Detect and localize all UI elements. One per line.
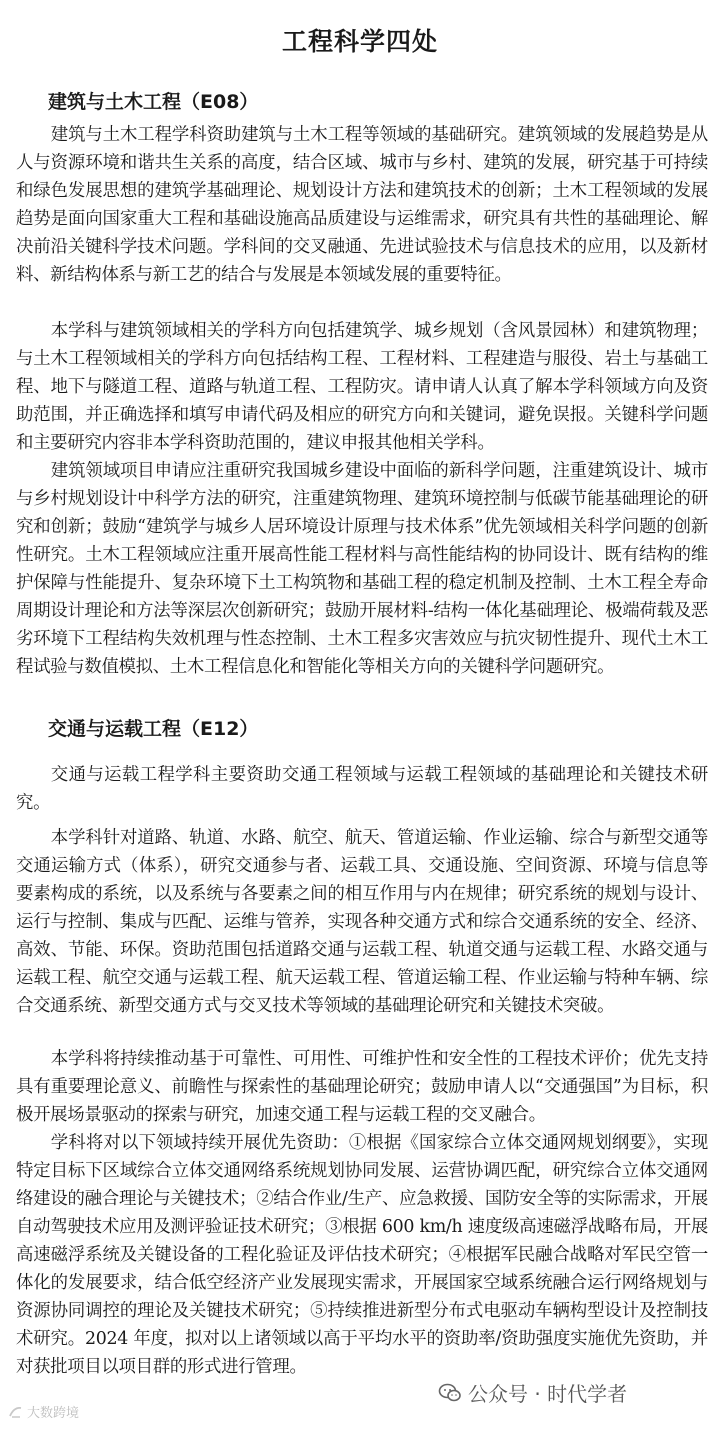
paragraph: 本学科将持续推动基于可靠性、可用性、可维护性和安全性的工程技术评价；优先支持具有重要理论意义、前瞻性与探索性的基础理论研究；鼓励申请人以“交通强国”为目标，积极开展场景驱动的探索与研究，加速交通工程与运载工程的交叉融合。: [16, 1049, 708, 1125]
section-heading-e12: 交通与运载工程（E12）: [48, 718, 259, 740]
wechat-watermark: [438, 1378, 627, 1407]
paragraph: 学科将对以下领域持续开展优先资助：①根据《国家综合立体交通网规划纲要》，实现特定目标下区域综合立体交通网络系统规划协同发展、运营协调匹配，研究综合立体交通网络建设的融合理论与关键技术；②结合作业/生产、应急救援、国防安全等的实际需求，开展自动驾驶技术应用及测评验证技术研究；③根据 600 km/h 速度级高速磁浮战略布局，开展高速磁浮系统及关键设备的工程化验证及评估技术研究；④根据军民融合战略对军民空管一体化的发展要求，结合低空经济产业发展现实需求，开展国家空域系统融合运行网络规划与资源协同调控的理论及关键技术研究；⑤持续推进新型分布式电驱动车辆构型设计及控制技术研究。2024 年度，拟对以上诸领域以高于平均水平的资助率/资助强度实施优先资助，并对获批项目以项目群的形式进行管理。: [16, 1133, 708, 1377]
page-title: 工程科学四处: [281, 27, 438, 56]
paragraph: 本学科针对道路、轨道、水路、航空、航天、管道运输、作业运输、综合与新型交通等交通运输方式（体系），研究交通参与者、运载工具、交通设施、空间资源、环境与信息等要素构成的系统，以及系统与各要素之间的相互作用与内在规律；研究系统的规划与设计、运行与控制、集成与匹配、运维与管养，实现各种交通方式和综合交通系统的安全、经济、高效、节能、环保。资助范围包括道路交通与运载工程、轨道交通与运载工程、水路交通与运载工程、航空交通与运载工程、航天运载工程、管道运输工程、作业运输与特种车辆、综合交通系统、新型交通方式与交叉技术等领域的基础理论研究和关键技术突破。: [16, 828, 708, 1016]
watermark-text: 公众号 · 时代学者: [468, 1382, 628, 1406]
brand-logo-icon: [8, 1405, 24, 1419]
section-heading-e08: 建筑与土木工程（E08）: [48, 91, 259, 113]
paragraph: 建筑与土木工程学科资助建筑与土木工程等领域的基础研究。建筑领域的发展趋势是从人与资源环境和谐共生关系的高度，结合区域、城市与乡村、建筑的发展，研究基于可持续和绿色发展思想的建筑学基础理论、规划设计方法和建筑技术的创新；土木工程领域的发展趋势是面向国家重大工程和基础设施高品质建设与运维需求，研究具有共性的基础理论、解决前沿关键科学技术问题。学科间的交叉融通、先进试验技术与信息技术的应用，以及新材料、新结构体系与新工艺的结合与发展是本领域发展的重要特征。: [16, 125, 708, 285]
wechat-icon: [438, 1381, 462, 1405]
paragraph: 交通与运载工程学科主要资助交通工程领域与运载工程领域的基础理论和关键技术研究。: [16, 765, 708, 813]
corner-logo: [8, 1402, 79, 1421]
paragraph: 本学科与建筑领域相关的学科方向包括建筑学、城乡规划（含风景园林）和建筑物理；与土木工程领域相关的学科方向包括结构工程、工程材料、工程建造与服役、岩土与基础工程、地下与隧道工程、道路与轨道工程、工程防灾。请申请人认真了解本学科领域方向及资助范围，并正确选择和填写申请代码及相应的研究方向和关键词，避免误报。关键科学问题和主要研究内容非本学科资助范围的，建议申报其他相关学科。: [16, 321, 708, 453]
paragraph: 建筑领域项目申请应注重研究我国城乡建设中面临的新科学问题，注重建筑设计、城市与乡村规划设计中科学方法的研究，注重建筑物理、建筑环境控制与低碳节能基础理论的研究和创新；鼓励“建筑学与城乡人居环境设计原理与技术体系”优先领域相关科学问题的创新性研究。土木工程领域应注重开展高性能工程材料与高性能结构的协同设计、既有结构的维护保障与性能提升、复杂环境下土工构筑物和基础工程的稳定机制及控制、土木工程全寿命周期设计理论和方法等深层次创新研究；鼓励开展材料-结构一体化基础理论、极端荷载及恶劣环境下工程结构失效机理与性态控制、土木工程多灾害效应与抗灾韧性提升、现代土木工程试验与数值模拟、土木工程信息化和智能化等相关方向的关键科学问题研究。: [16, 461, 708, 677]
corner-logo-text: 大数跨境: [27, 1406, 80, 1421]
